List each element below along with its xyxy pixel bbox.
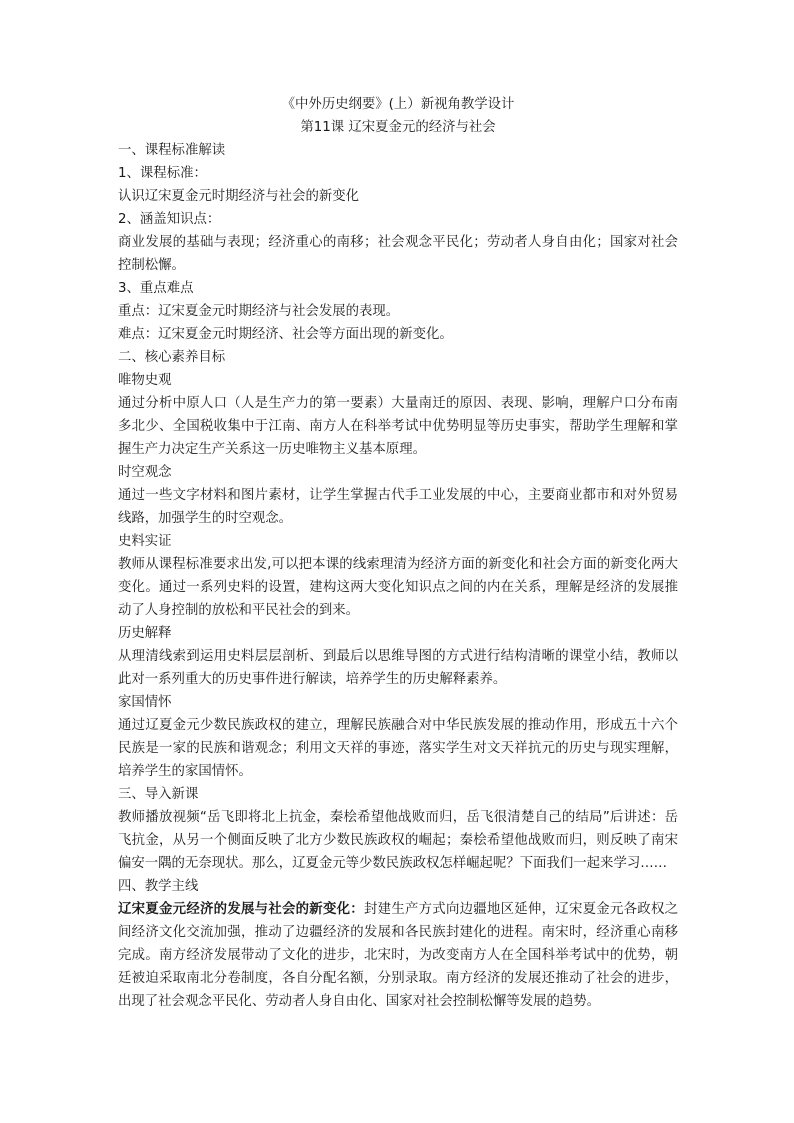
section-heading-curriculum: 一、课程标准解读 bbox=[118, 143, 226, 158]
subheading-standard: 1、课程标准： bbox=[118, 166, 207, 181]
section-heading-competency: 二、核心素养目标 bbox=[118, 350, 226, 365]
competency-text: 从理清线索到运用史料层层剖析、到最后以思维导图的方式进行结构清晰的课堂小结，教师以此对一系列重大的历史事件进行解读，培养学生的历史解释素养。 bbox=[118, 649, 678, 687]
paragraph-knowledge: 商业发展的基础与表现；经济重心的南移；社会观念平民化；劳动者人身自由化；国家对社会控制松懈。 bbox=[118, 235, 678, 273]
section-heading-main-line: 四、教学主线 bbox=[118, 879, 199, 894]
main-line-text: 封建生产方式向边疆地区延伸，辽宋夏金元各政权之间经济文化交流加强，推动了边疆经济的发展和各民族封建化的进程。南宋时，经济重心南移完成。南方经济发展带动了文化的进步，北宋时，为改变南方人在全国科举考试中的优势，朝廷被迫采取南北分卷制度，各自分配名额，分别录取。南方经济的发展还推动了社会的进步，出现了社会观念平民化、劳动者人身自由化、国家对社会控制松懈等发展的趋势。 bbox=[118, 902, 679, 1009]
subheading-knowledge: 2、涵盖知识点： bbox=[118, 212, 221, 227]
competency-text: 通过分析中原人口（人是生产力的第一要素）大量南迁的原因、表现、影响，理解户口分布南多北少、全国税收集中于江南、南方人在科举考试中优势明显等历史事实，帮助学生理解和掌握生产力决定生产关系这一历史唯物主义基本原理。 bbox=[118, 396, 678, 457]
competency-label: 史料实证 bbox=[118, 534, 172, 549]
competency-label: 唯物史观 bbox=[118, 373, 172, 388]
section-heading-introduction: 三、导入新课 bbox=[118, 787, 199, 802]
document-title: 《中外历史纲要》(上）新视角教学设计 bbox=[281, 97, 515, 112]
competency-text: 通过辽夏金元少数民族政权的建立，理解民族融合对中华民族发展的推动作用，形成五十六个民族是一家的民族和谐观念；利用文天祥的事迹，落实学生对文天祥抗元的历史与现实理解，培养学生的家国情怀。 bbox=[118, 718, 678, 779]
paragraph-key-point: 重点：辽宋夏金元时期经济与社会发展的表现。 bbox=[118, 304, 400, 319]
competency-label: 历史解释 bbox=[118, 626, 172, 641]
competency-label: 时空观念 bbox=[118, 465, 172, 480]
paragraph-difficult-point: 难点：辽宋夏金元时期经济、社会等方面出现的新变化。 bbox=[118, 327, 453, 342]
competency-label: 家国情怀 bbox=[118, 695, 172, 710]
competency-text: 教师从课程标准要求出发,可以把本课的线索理清为经济方面的新变化和社会方面的新变化两大变化。通过一系列史料的设置，建构这两大变化知识点之间的内在关系，理解是经济的发展推动了人身控制的放松和平民社会的到来。 bbox=[118, 557, 678, 618]
subheading-key-points: 3、重点难点 bbox=[118, 281, 194, 296]
paragraph-introduction: 教师播放视频“岳飞即将北上抗金，秦桧希望他战败而归，岳飞很清楚自己的结局”后讲述：岳飞抗金，从另一个侧面反映了北方少数民族政权的崛起；秦桧希望他战败而归，则反映了南宋偏安一隅的无奈现状。那么，辽夏金元等少数民族政权怎样崛起呢？下面我们一起来学习…… bbox=[118, 810, 678, 871]
paragraph-standard: 认识辽宋夏金元时期经济与社会的新变化 bbox=[118, 189, 360, 204]
lesson-title: 第11课 辽宋夏金元的经济与社会 bbox=[300, 120, 496, 135]
paragraph-main-line bbox=[118, 898, 678, 1013]
document-page bbox=[118, 93, 678, 1013]
competency-text: 通过一些文字材料和图片素材，让学生掌握古代手工业发展的中心，主要商业都市和对外贸易线路，加强学生的时空观念。 bbox=[118, 488, 678, 526]
main-line-lead: 辽宋夏金元经济的发展与社会的新变化： bbox=[118, 902, 364, 917]
